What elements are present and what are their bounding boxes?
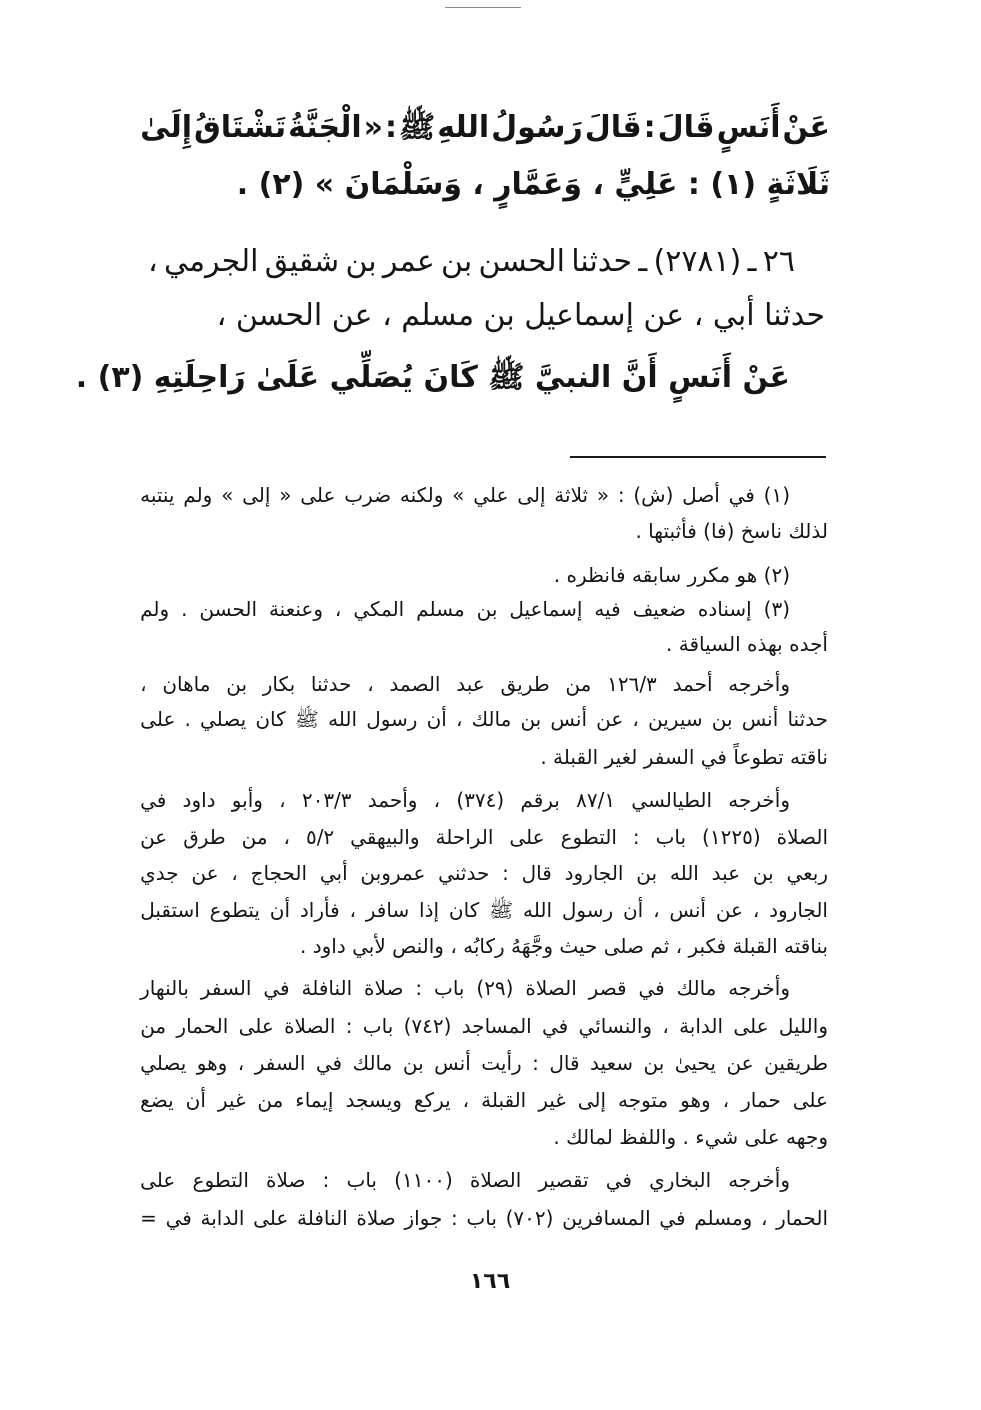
footnote-line	[140, 822, 828, 852]
word: على	[238, 1014, 274, 1038]
word: جواز	[404, 1206, 443, 1230]
word: ،	[752, 898, 760, 922]
word: عن	[726, 1051, 754, 1075]
word: والبيهقي	[350, 825, 420, 849]
word: الصلاة	[776, 825, 828, 849]
word: من	[565, 672, 592, 696]
word: الحمار	[176, 1014, 229, 1038]
word: مالك	[471, 707, 512, 731]
page-number: ١٦٦	[469, 1269, 511, 1294]
word: طريقين	[764, 1051, 828, 1075]
footnote-line: أجده بهذه السياقة .	[666, 632, 828, 656]
word: إذا	[419, 898, 440, 922]
word: مالك	[352, 1051, 393, 1075]
word: على	[733, 1014, 769, 1038]
word: ماهان	[162, 672, 211, 696]
footnote-line	[140, 1085, 828, 1115]
word: الجارود	[769, 898, 828, 922]
word: مسلم	[416, 597, 465, 621]
word: وهو	[196, 1051, 228, 1075]
word: يتطوع	[209, 898, 260, 922]
word: :	[632, 825, 640, 849]
word: بن	[226, 672, 248, 696]
word: أنس	[741, 707, 779, 731]
word: بن	[345, 244, 377, 279]
word: عن	[596, 707, 624, 731]
word: :	[451, 1206, 458, 1230]
word: قَالَ	[584, 110, 642, 145]
footnote-line	[140, 704, 828, 734]
word: :	[345, 1014, 353, 1038]
word: (٣)	[763, 597, 790, 621]
word: ،	[231, 861, 238, 885]
word: متوجه	[618, 1088, 669, 1112]
word: أحمد	[672, 672, 713, 696]
word: ـ	[747, 244, 757, 279]
word: برقم	[520, 788, 560, 812]
word: ،	[283, 825, 290, 849]
word: »	[452, 483, 465, 507]
footnote-line	[140, 480, 790, 510]
word: عمر	[382, 244, 435, 279]
word: من	[257, 1088, 284, 1112]
word: أنس	[669, 898, 706, 922]
footnote-line	[140, 973, 790, 1003]
word: (ش)	[633, 483, 674, 507]
word: إلى	[242, 483, 271, 507]
word: سيرين	[648, 707, 703, 731]
word: رأيت	[481, 1051, 522, 1075]
word: إِلَىٰ	[140, 110, 192, 145]
word: على	[140, 1168, 176, 1192]
word: المسافرين	[562, 1206, 651, 1230]
word: باب	[466, 1206, 497, 1230]
word: الحسن	[199, 597, 258, 621]
word: الصمد	[389, 672, 441, 696]
word: يصلي	[140, 1051, 187, 1075]
word: سعيد	[590, 1051, 633, 1075]
word: المساجد	[461, 1014, 532, 1038]
word: بن	[636, 861, 658, 885]
word: باب	[362, 1014, 394, 1038]
word: .	[181, 597, 188, 621]
word: ،	[462, 1088, 470, 1112]
word: التطوع	[192, 1168, 249, 1192]
word: ،	[653, 898, 660, 922]
word: الله	[523, 898, 553, 922]
word: :	[385, 110, 397, 145]
word: صلاة	[364, 976, 404, 1000]
word: يحيىٰ	[674, 1051, 716, 1075]
word: .	[184, 707, 191, 731]
word: في	[638, 976, 665, 1000]
word: بن	[711, 707, 733, 731]
word: ويسجد	[345, 1088, 402, 1112]
word: وأبو	[231, 788, 263, 812]
word: على	[792, 1088, 828, 1112]
word: بن	[441, 244, 473, 279]
word: طرق	[183, 825, 226, 849]
word: عمروبن	[360, 861, 426, 885]
hadith-text-line: عَنْ أَنَسٍ أَنَّ النبيَّ ﷺ كَانَ يُصَلِّي عَلَىٰ رَاحِلَتِهِ (٣) .	[75, 360, 790, 395]
word: في	[659, 1206, 686, 1230]
word: ،	[349, 898, 356, 922]
word: ،	[140, 672, 147, 696]
word: (١١٠٠)	[394, 1168, 453, 1192]
word: استقبل	[140, 898, 200, 922]
word: ومسلم	[694, 1206, 753, 1230]
word: ثلاثة	[554, 483, 589, 507]
word: ،	[237, 1051, 245, 1075]
word: صلاة	[266, 1168, 306, 1192]
word: ٢٠٣/٣	[301, 788, 352, 812]
word: رَسُولُ	[491, 110, 583, 145]
word: الحجاج	[250, 861, 308, 885]
word: باب	[655, 825, 687, 849]
word: ولكنه	[399, 483, 444, 507]
word: ،	[662, 1014, 669, 1038]
word: التطوع	[560, 825, 617, 849]
word: ٢٦	[762, 244, 795, 279]
word: قال	[521, 861, 552, 885]
word: في	[728, 483, 755, 507]
word: بن	[476, 597, 498, 621]
word: أَنَسٍ	[716, 110, 781, 145]
word: الحمار	[776, 1206, 828, 1230]
word: أبي	[319, 861, 348, 885]
word: (٧٤٢)	[403, 1014, 452, 1038]
word: الصلاة	[284, 1014, 336, 1038]
word: الله	[669, 861, 699, 885]
word: القبلة	[481, 1088, 527, 1112]
word: الجرمي	[163, 244, 259, 279]
word: «	[596, 483, 610, 507]
footnote-line	[140, 1165, 790, 1195]
word: أن	[269, 898, 291, 922]
word: كان	[448, 898, 480, 922]
word: على	[509, 825, 545, 849]
word: الصلاة	[525, 976, 577, 1000]
word: باب	[346, 1168, 377, 1192]
word: حدثنا	[787, 707, 828, 731]
word: ،	[761, 1206, 768, 1230]
word: إلى	[517, 483, 546, 507]
word: قَالَ	[657, 110, 715, 145]
word: حدثني	[438, 861, 490, 885]
word: ٨٧/١	[576, 788, 616, 812]
word: وأحمد	[367, 788, 418, 812]
footnote-line	[140, 1048, 828, 1078]
word: ،	[455, 707, 463, 731]
word: «	[279, 483, 292, 507]
word: النافلة	[301, 976, 353, 1000]
word: كان	[255, 707, 286, 731]
word: أصل	[682, 483, 720, 507]
word: فيه	[594, 597, 621, 621]
word: «	[363, 110, 384, 145]
word: (٢٧٨١)	[653, 244, 742, 279]
word: حمار	[741, 1088, 781, 1112]
word: عبد	[711, 861, 741, 885]
word: عن	[191, 861, 219, 885]
word: والليل	[778, 1014, 828, 1038]
word: وأخرجه	[728, 976, 790, 1000]
word: ،	[148, 244, 158, 279]
word: الجارود	[564, 861, 624, 885]
footnote-line	[140, 594, 790, 624]
word: قصر	[588, 976, 627, 1000]
word: أنس	[550, 707, 587, 731]
top-rule	[445, 7, 521, 8]
word: يضع	[140, 1088, 174, 1112]
word: بكار	[262, 672, 296, 696]
word: في	[315, 1051, 343, 1075]
footnote-line	[140, 669, 790, 699]
word: غير	[217, 1088, 246, 1112]
word: وهو	[680, 1088, 711, 1112]
word: عبد	[456, 672, 485, 696]
word: (٢٩)	[476, 976, 514, 1000]
word: في	[263, 976, 290, 1000]
word: مالك	[676, 976, 717, 1000]
word: حدثنا	[310, 672, 352, 696]
word: (١٢٢٥)	[702, 825, 761, 849]
word: النافلة	[297, 1206, 348, 1230]
word: البخاري	[649, 1168, 712, 1192]
word: على	[253, 1206, 289, 1230]
word: داود	[182, 788, 216, 812]
isnad-text-line: حدثنا أبي ، عن إسماعيل بن مسلم ، عن الحسن ،	[216, 298, 825, 333]
footnote-separator	[570, 456, 826, 458]
footnote-line: (٢) هو مكرر سابقه فانظره .	[553, 563, 790, 587]
footnote-line	[140, 1011, 828, 1041]
word: الدابة	[679, 1014, 724, 1038]
word: عن	[715, 898, 743, 922]
word: من	[241, 825, 268, 849]
word: ،	[367, 672, 374, 696]
footnote-line: لذلك ناسخ (فا) فأثبتها .	[635, 519, 828, 543]
footnote-line: ناقته تطوعاً في السفر لغير القبلة .	[540, 745, 828, 769]
word: عَنْ	[782, 110, 830, 145]
word: اللهِ	[437, 110, 490, 145]
word: بالنهار	[140, 976, 189, 1000]
word: وأخرجه	[728, 1168, 790, 1192]
word: :	[502, 861, 509, 885]
word: يصلي	[200, 707, 247, 731]
word: السفر	[254, 1051, 306, 1075]
word: فأراد	[299, 898, 340, 922]
word: ١٢٦/٣	[607, 672, 657, 696]
word: إسماعيل	[509, 597, 583, 621]
word: ولم	[140, 597, 170, 621]
word: الدابة	[200, 1206, 245, 1230]
word: ولم	[183, 483, 213, 507]
word: ،	[632, 707, 639, 731]
word: :	[415, 976, 423, 1000]
word: أنس	[434, 1051, 471, 1075]
word: صلاة	[356, 1206, 396, 1230]
footnote-line	[140, 895, 828, 925]
word: ٥/٢	[305, 825, 335, 849]
word: رسول	[561, 898, 614, 922]
footnote-line	[140, 785, 790, 815]
word: (٣٧٤)	[456, 788, 505, 812]
word: ينتبه	[140, 483, 175, 507]
word: الطيالسي	[631, 788, 713, 812]
word: »	[221, 483, 234, 507]
word: إلى	[577, 1088, 607, 1112]
word: ضرب	[344, 483, 392, 507]
word: يركع	[413, 1088, 451, 1112]
word: :	[322, 1168, 330, 1192]
word: غير	[538, 1088, 566, 1112]
word: ضعيف	[632, 597, 686, 621]
word: الله	[328, 707, 358, 731]
word: سافر	[365, 898, 410, 922]
footnote-line: بناقته القبلة فكبر ، ثم صلى حيث وجَّهَهُ ركابُه ، والنص لأبي داود .	[300, 934, 828, 958]
word: جدي	[140, 861, 179, 885]
word: إيماء	[295, 1088, 334, 1112]
word: وأخرجه	[728, 788, 790, 812]
word: ،	[279, 788, 286, 812]
word: طريق	[500, 672, 550, 696]
word: :	[532, 1051, 539, 1075]
isnad-text-line	[148, 239, 795, 285]
word: في	[605, 1168, 632, 1192]
hadith-text-line: ثَلَاثَةٍ (١) : عَلِيٍّ ، وَعَمَّارٍ ، وَسَلْمَانَ » (٢) .	[236, 167, 830, 202]
word: قال	[549, 1051, 580, 1075]
word: أن	[185, 1088, 206, 1112]
word: السفر	[200, 976, 252, 1000]
word: الْجَنَّةُ	[288, 110, 362, 145]
word: على	[140, 707, 176, 731]
word: =	[140, 1206, 157, 1230]
word: في	[165, 1206, 192, 1230]
footnote-line: وجهه على شيء . واللفظ لمالك .	[553, 1125, 828, 1149]
word: أن	[426, 707, 447, 731]
word: بن	[752, 861, 774, 885]
word: شقيق	[264, 244, 340, 279]
word: الراحلة	[435, 825, 494, 849]
word: حدثنا	[571, 244, 633, 279]
word: على	[300, 483, 336, 507]
word: باب	[433, 976, 465, 1000]
word: الحسن	[478, 244, 565, 279]
word: :	[643, 110, 656, 145]
word: من	[140, 1014, 167, 1038]
word: رسول	[366, 707, 418, 731]
word: أن	[622, 898, 644, 922]
word: تقصير	[538, 1168, 589, 1192]
word: ﷺ	[489, 898, 514, 922]
word: وعنعنة	[268, 597, 323, 621]
word: ،	[433, 788, 441, 812]
word: ،	[334, 597, 342, 621]
word: المكي	[353, 597, 405, 621]
word: بن	[402, 1051, 424, 1075]
hadith-text-line	[140, 105, 830, 151]
word: الصلاة	[469, 1168, 522, 1192]
word: :	[617, 483, 625, 507]
word: في	[140, 788, 167, 812]
footnote-line	[140, 1203, 828, 1233]
word: ،	[722, 1088, 730, 1112]
word: ﷺ	[294, 707, 319, 731]
word: (١)	[763, 483, 790, 507]
word: (٧٠٢)	[505, 1206, 554, 1230]
word: ﷺ	[398, 110, 436, 145]
word: ربعي	[786, 861, 828, 885]
word: والنسائي	[578, 1014, 653, 1038]
word: بن	[643, 1051, 665, 1075]
word: إسناده	[697, 597, 752, 621]
word: علي	[473, 483, 509, 507]
word: عن	[140, 825, 168, 849]
footnote-line	[140, 858, 828, 888]
word: ـ	[638, 244, 648, 279]
word: في	[542, 1014, 569, 1038]
word: تَشْتَاقُ	[193, 110, 287, 145]
word: وأخرجه	[728, 672, 790, 696]
word: بن	[520, 707, 542, 731]
